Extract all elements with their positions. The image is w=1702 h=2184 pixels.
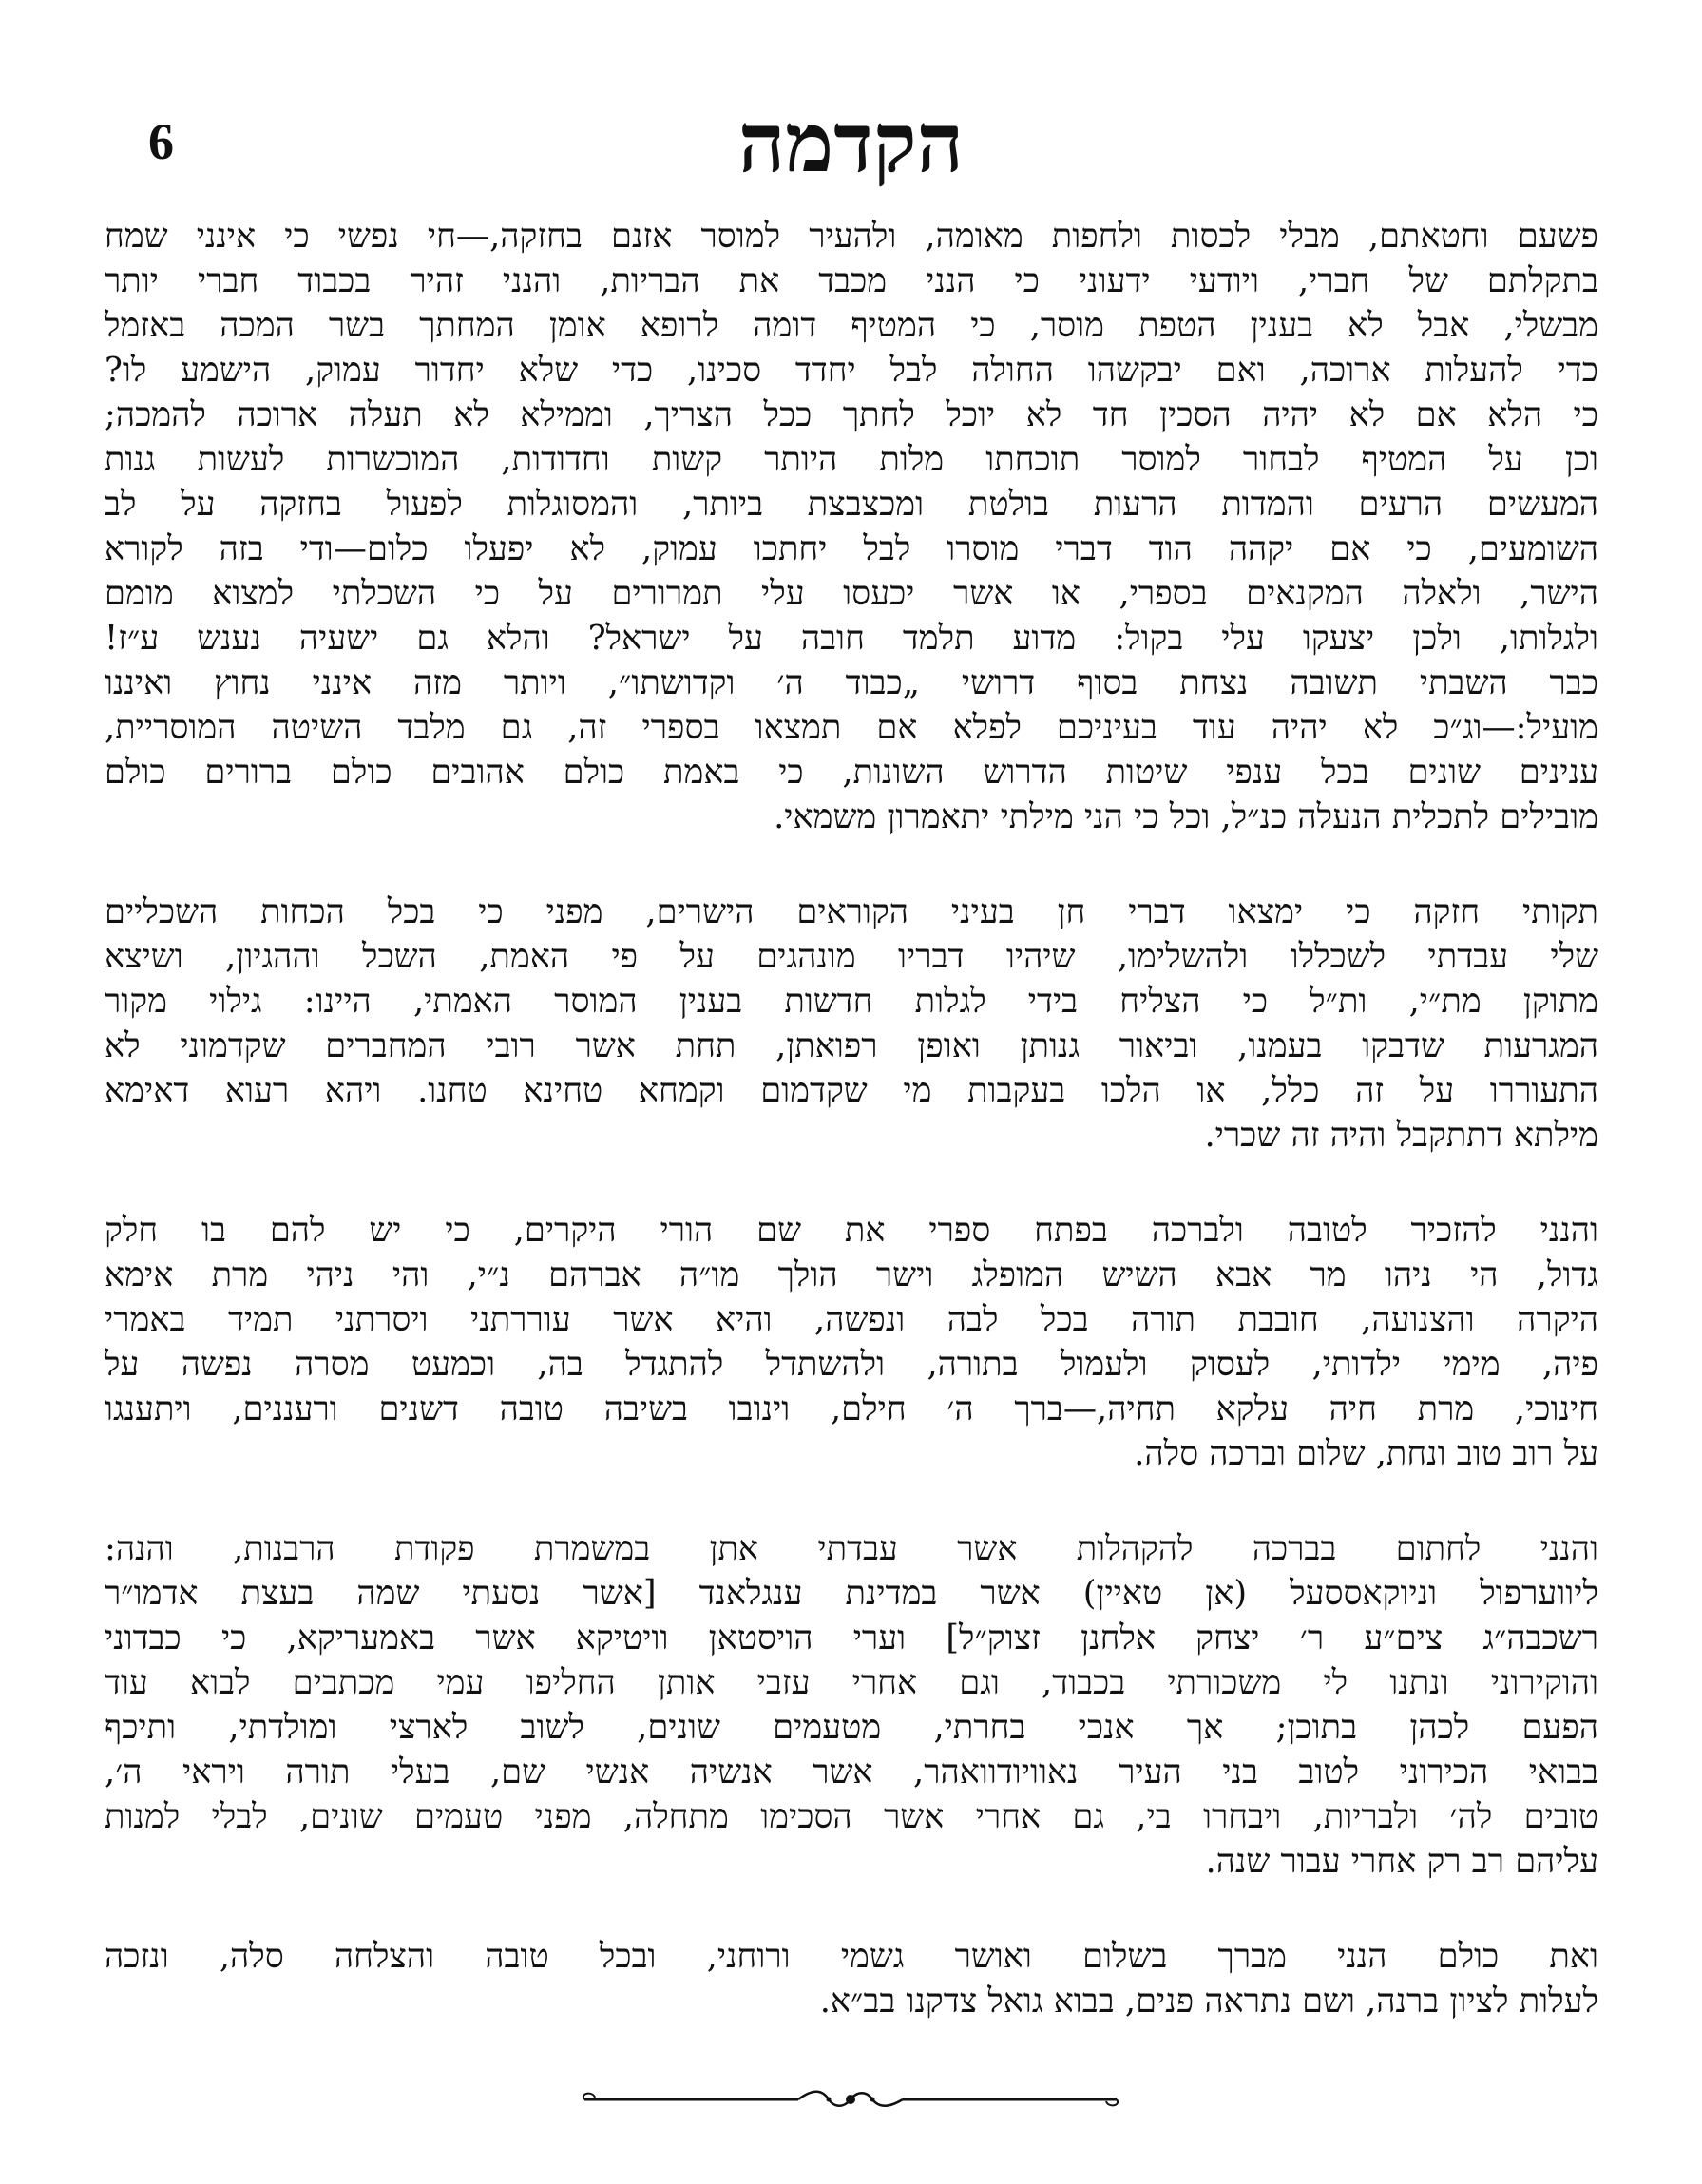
text-line: ליווערפול וניוקאססעל (אן טאיין) אשר במדינת ענגלאנד [אשר נסעתי שמה בעצת אדמו״ר [105,1574,1598,1613]
text-line: ואת כולם הנני מברך בשלום ואושר גשמי ורוחני, ובכל טובה והצלחה סלה, ונזכה [105,1937,1598,1976]
text-line: מובילים לתכלית הנעלה כנ״ל, וכל כי הני מילתי יתאמרון משמאי. [774,797,1598,836]
text-line: בתקלתם של חברי, ויודעי ידעוני כי הנני מכבד את הבריות, והנני זהיר בכבוד חברי יותר [105,261,1598,300]
text-line: תקותי חזקה כי ימצאו דברי חן בעיני הקוראים הישרים, מפני כי בכל הכחות השכליים [105,892,1598,931]
paragraph-3 [105,1208,1598,1476]
paragraph-2 [105,890,1598,1158]
text-line: כי הלא אם לא יהיה הסכין חד לא יוכל לחתך ככל הצריך, וממילא לא תעלה ארוכה להמכה; [105,395,1598,434]
text-line: היקרה והצנועה, חובבת תורה בכל לבה ונפשה, והיא אשר עוררתני ויסרתני תמיד באמרי [105,1300,1598,1339]
text-line: מבשלי, אבל לא בענין הטפת מוסר, כי המטיף דומה לרופא אומן המחתך בשר המכה באזמל [105,306,1598,345]
text-line: כבר השבתי תשובה נצחת בסוף דרושי „כבוד ה׳ וקדושתו״, ויותר מזה אינני נחוץ ואיננו [105,663,1598,702]
paragraph-4 [105,1526,1598,1884]
paragraph-gap [105,839,1598,890]
body-text [105,214,1598,2023]
text-line: הישר, ולאלה המקנאים בספרי, או אשר יכעסו עלי תמרורים על כי השכלתי למצוא מומם [105,574,1598,613]
text-line: מתוקן מת״י, ות״ל כי הצליח בידי לגלות חדשות בענין המוסר האמתי, היינו: גילוי מקור [105,982,1598,1021]
text-line: חינוכי, מרת חיה עלקא תחיה,—ברך ה׳ חילם, וינובו בשיבה טובה דשנים ורעננים, ויתענגו [105,1389,1598,1428]
text-line: וכן על המטיף לבחור למוסר תוכחתו מלות היותר קשות וחדודות, המוכשרות לעשות גנות [105,440,1598,479]
text-line: התעוררו על זה כלל, או הלכו בעקבות מי שקדמום וקמחא טחינא טחנו. ויהא רעוא דאימא [105,1071,1598,1110]
text-line: גדול, הי ניהו מר אבא השיש המופלג וישר הולך מו״ה אברהם נ״י, והי ניהי מרת אימא [105,1255,1598,1294]
text-line: פשעם וחטאתם, מבלי לכסות ולחפות מאומה, ולהעיר למוסר אזנם בחזקה,—חי נפשי כי אינני שמח [105,217,1598,256]
text-line: הפעם לכהן בתוכן; אך אנכי בחרתי, מטעמים שונים, לשוב לארצי ומולדתי, ותיכף [105,1708,1598,1747]
text-line: מילתא דתתקבל והיה זה שכרי. [1204,1116,1598,1155]
text-line: מועיל:—וג״כ לא יהיה עוד בעיניכם לפלא אם תמצאו בספרי זה, גם מלבד השיטה המוסריית, [105,708,1598,747]
text-line: עליהם רב רק אחרי עבור שנה. [1205,1842,1598,1881]
text-line: השומעים, כי אם יקהה הוד דברי מוסרו לבל יחתכו עמוק, לא יפעלו כלום—ודי בזה לקורא [105,529,1598,568]
paragraph-1 [105,214,1598,839]
text-line: והוקירוני ונתנו לי משכורתי בכבוד, וגם אחרי עזבי אותן החליפו עמי מכתבים לבוא עוד [105,1663,1598,1702]
text-line: רשכבה״ג צים״ע ר׳ יצחק אלחנן זצוק״ל] וערי הויסטאן וויטיקא אשר באמעריקא, כי כבדוני [105,1619,1598,1657]
text-line: על רוב טוב ונחת, שלום וברכה סלה. [1134,1434,1598,1473]
page-number: 6 [148,113,174,170]
text-line: פיה, מימי ילדותי, לעסוק ולעמול בתורה, ולהשתדל להתגדל בה, וכמעט מסרה נפשה על [105,1345,1598,1384]
text-line: טובים לה׳ ולבריות, ויבחרו בי, גם אחרי אשר הסכימו מתחלה, מפני טעמים שונים, לבלי למנות [105,1797,1598,1836]
text-line: שלי עבדתי לשכללו ולהשלימו, שיהיו דבריו מונהגים על פי האמת, השכל וההגיון, ושיצא [105,937,1598,976]
text-line: ענינים שונים בכל ענפי שיטות הדרוש השונות, כי באמת כולם אהובים כולם ברורים כולם [105,753,1598,792]
text-line: לעלות לציון ברנה, ושם נתראה פנים, בבוא גואל צדקנו בב״א. [819,1982,1598,2021]
scroll-flourish-icon [580,2087,1121,2112]
text-line: והנני לחתום בברכה להקהלות אשר עבדתי אתן במשמרת פקודת הרבנות, והנה: [105,1529,1598,1568]
text-line: המעשים הרעים והמדות הרעות בולטת ומכצבצת ביותר, והמסוגלות לפעול בחזקה על לב [105,485,1598,524]
paragraph-gap [105,1158,1598,1208]
text-line: בבואי הכירוני לטוב בני העיר נאוויודוואהר, אשר אנשיה אנשי שם, בעלי תורה ויראי ה׳, [105,1753,1598,1791]
paragraph-gap [105,1884,1598,1934]
text-line: ולגלותו, ולכן יצעקו עלי בקול: מדוע תלמד חובה על ישראל? והלא גם ישעיה נענש ע״ז! [105,619,1598,658]
page-title: הקדמה [737,95,965,191]
text-line: והנני להזכיר לטובה ולברכה בפתח ספרי את שם הורי היקרים, כי יש להם בו חלק [105,1211,1598,1250]
text-line: המגרעות שדבקו בעמנו, וביאור גנותן ואופן רפואתן, תחת אשר רובי המחברים שקדמוני לא [105,1026,1598,1065]
text-line: כדי להעלות ארוכה, ואם יבקשהו החולה לבל יחדד סכינו, כדי שלא יחדור עמוק, הישמע לו? [105,351,1598,390]
paragraph-5 [105,1934,1598,2023]
paragraph-gap [105,1476,1598,1526]
